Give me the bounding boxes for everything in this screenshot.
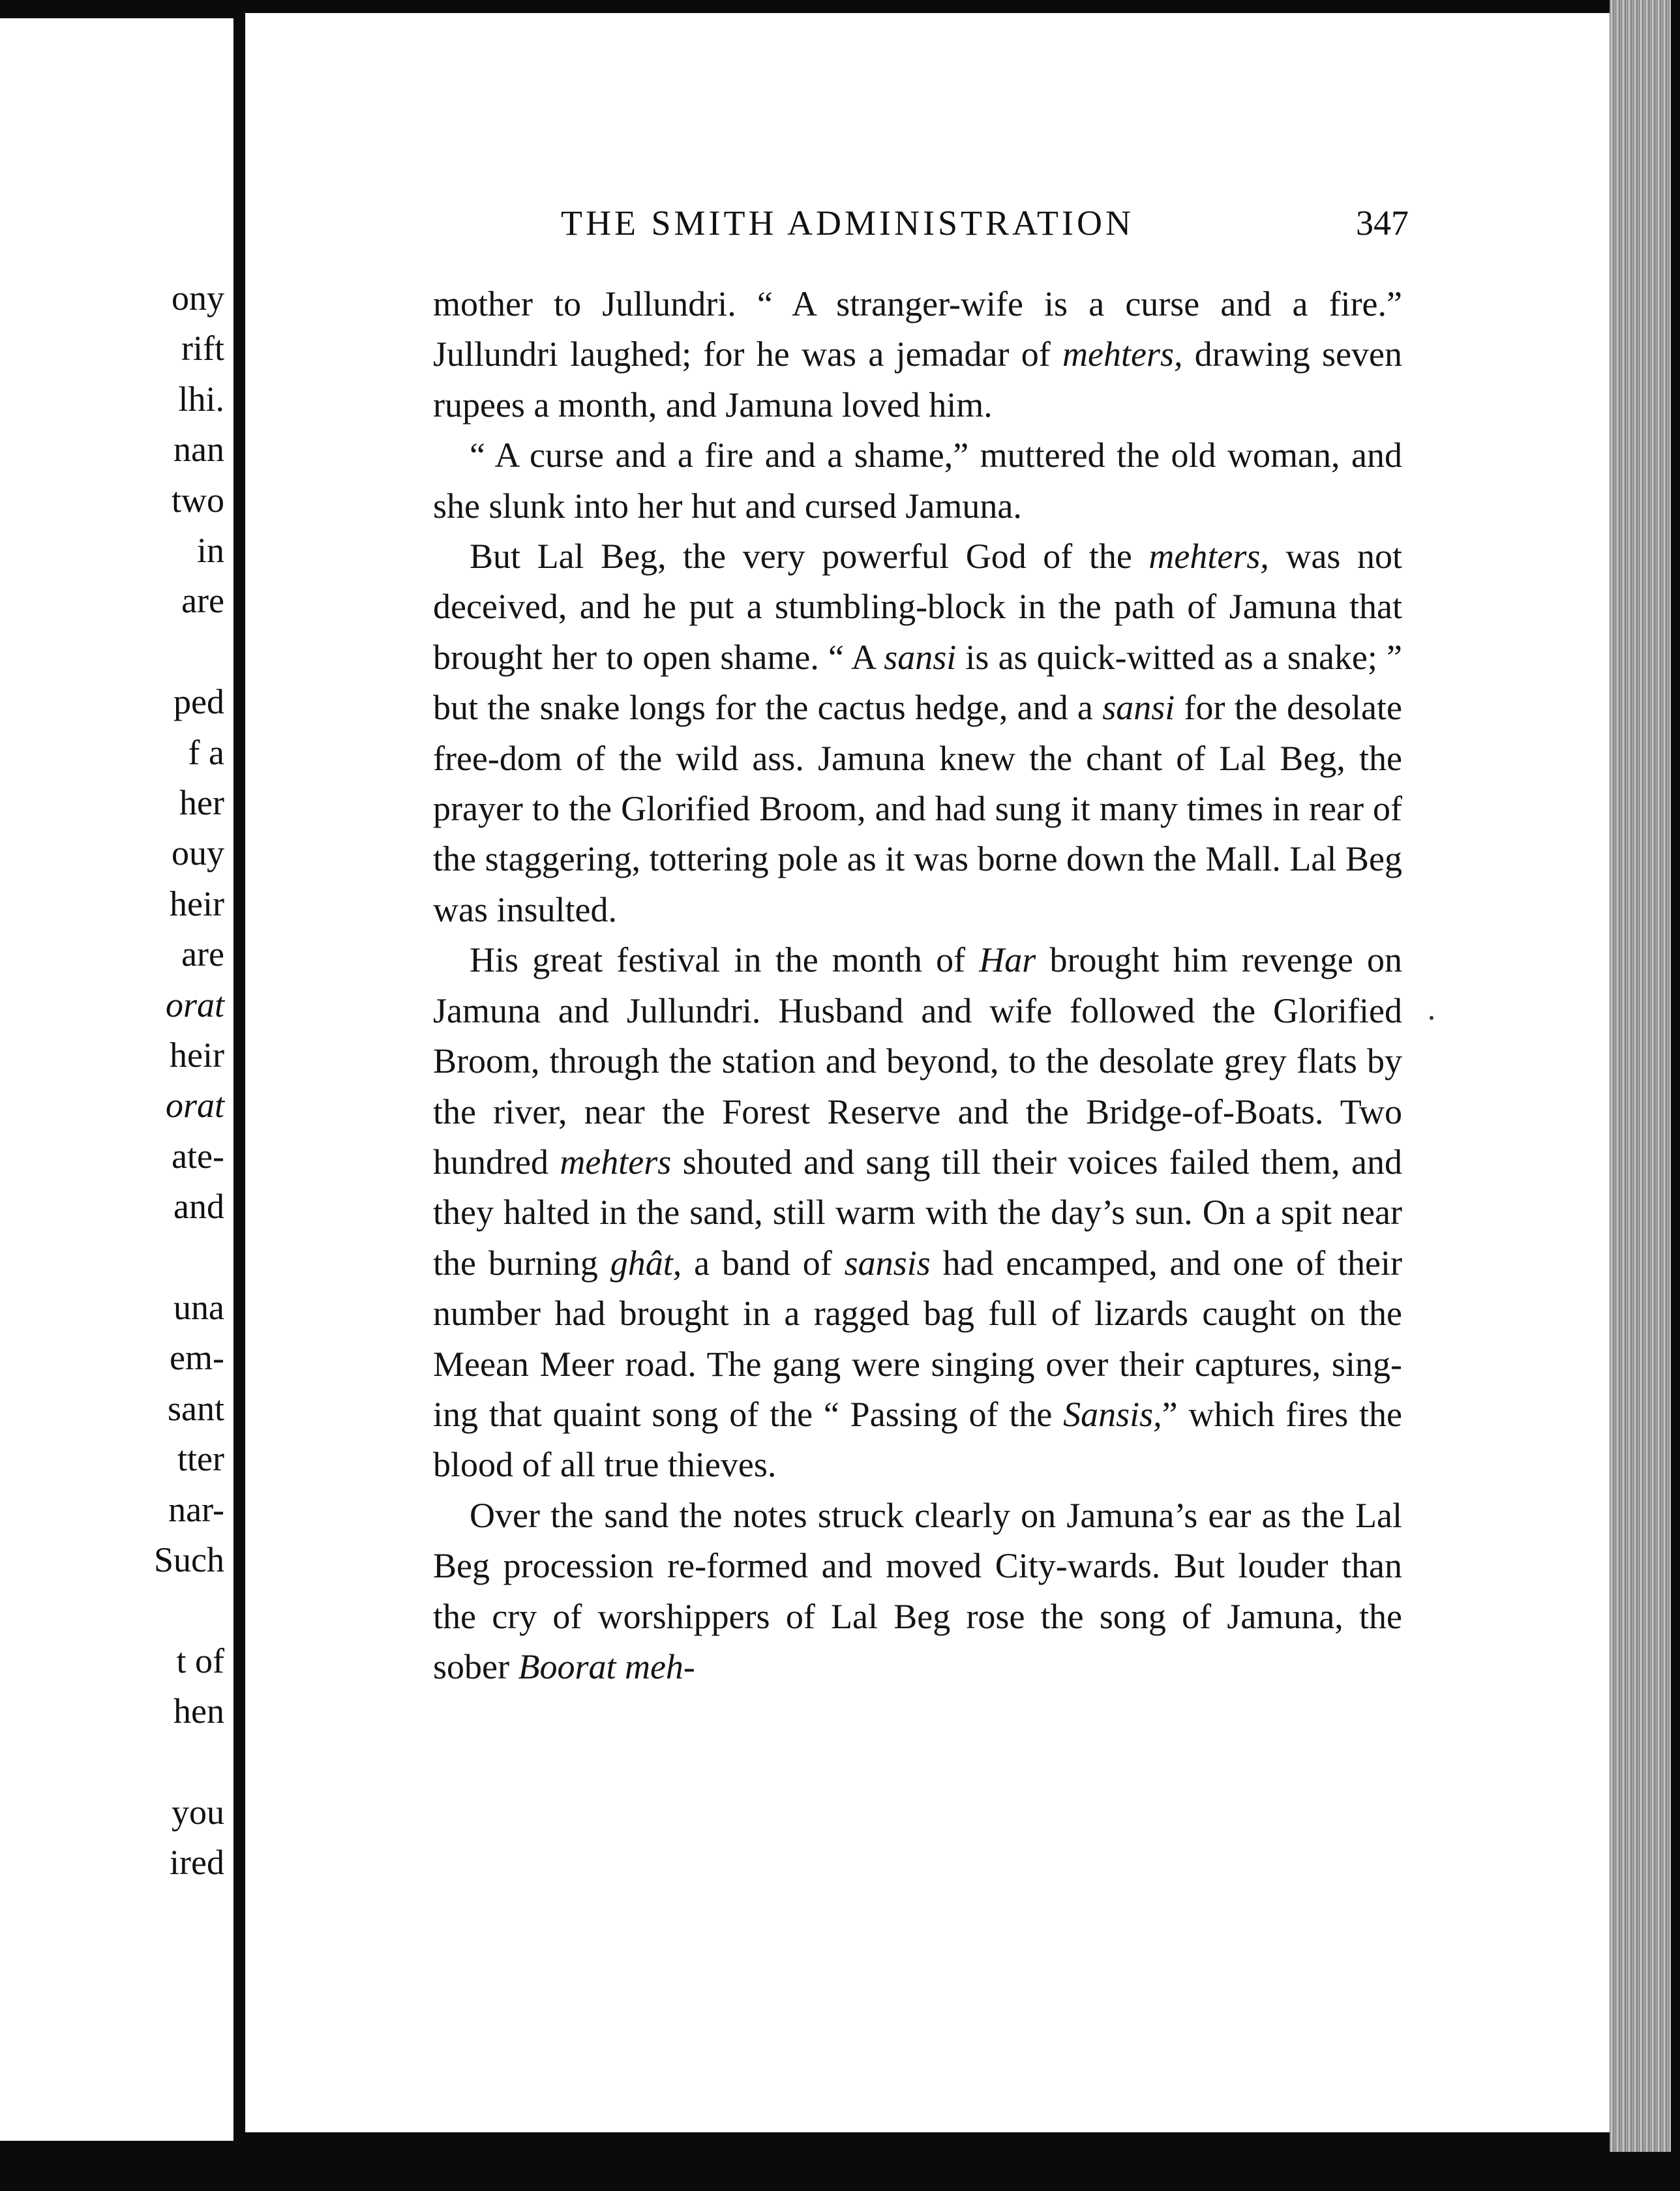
left-page bbox=[0, 18, 233, 2141]
text-run: a band of bbox=[682, 1243, 845, 1283]
left-page-fragment: are bbox=[181, 581, 224, 621]
text-run: His great festival in the month of bbox=[470, 940, 980, 980]
running-head bbox=[561, 203, 1409, 243]
italic-text: ghât, bbox=[610, 1243, 682, 1283]
left-page-fragment: nar- bbox=[168, 1489, 224, 1529]
running-title: THE SMITH ADMINISTRATION bbox=[561, 203, 1134, 243]
italic-text: Har bbox=[979, 940, 1036, 980]
left-page-fragment: ate- bbox=[172, 1136, 224, 1176]
left-page-fragment: and bbox=[173, 1187, 224, 1227]
book-gutter bbox=[233, 0, 245, 2191]
italic-text: sansi bbox=[1102, 688, 1175, 728]
left-page-fragment: orat bbox=[165, 985, 224, 1024]
left-page-fragment: Such bbox=[154, 1540, 224, 1579]
left-page-fragment: in bbox=[196, 531, 224, 570]
ink-speck bbox=[1430, 1016, 1433, 1020]
page-number: 347 bbox=[1356, 203, 1409, 243]
paragraph bbox=[433, 1491, 1402, 1693]
left-page-fragment: heir bbox=[170, 1036, 224, 1075]
left-page-fragment: t of bbox=[176, 1641, 224, 1680]
text-run: drawing seven rupees a month, and Jamuna loved him. bbox=[433, 335, 1403, 425]
left-page-fragment: hen bbox=[173, 1692, 224, 1731]
text-run: was not deceived, and he put a stumbling-block in the path of Jamuna that brought her to open shame. “ A bbox=[433, 537, 1402, 677]
text-run: mother to Jullundri. “ A stranger-wife is a curse and a fire.” Jullundri laughed; for he was a jemadar of bbox=[433, 284, 1402, 374]
left-page-fragment: tter bbox=[177, 1439, 224, 1479]
text-run: for the desolate free-dom of the wild ass. Jamuna knew the chant of Lal Beg, the prayer to the Glorified Broom, and had sung it many times in rear of the staggering, tottering pole as it was borne down the Mall. Lal Beg was insulted. bbox=[433, 688, 1402, 929]
left-page-fragment: her bbox=[179, 783, 224, 822]
italic-text: mehters, bbox=[1062, 335, 1183, 374]
text-run: “ A curse and a fire and a shame,” muttered the old woman, and she slunk into her hut and cursed Jamuna. bbox=[433, 436, 1402, 526]
italic-text: sansi bbox=[884, 637, 957, 677]
text-run: But Lal Beg, the very powerful God of the bbox=[470, 537, 1149, 576]
italic-text: Sansis, bbox=[1063, 1394, 1162, 1434]
left-page-fragment: rift bbox=[181, 329, 224, 368]
paragraph bbox=[433, 279, 1402, 430]
left-page-fragment: you bbox=[172, 1793, 224, 1832]
left-page-fragment: two bbox=[172, 480, 224, 520]
left-page-fragment: ired bbox=[170, 1843, 224, 1883]
italic-text: sansis bbox=[844, 1243, 931, 1283]
page-edges bbox=[1610, 0, 1671, 2152]
text-run: is as quick-witted as a snake; ” but the snake longs for the cactus hedge, and a bbox=[433, 637, 1402, 728]
left-page-fragment: orat bbox=[165, 1086, 224, 1125]
left-page-fragment: sant bbox=[168, 1388, 224, 1428]
left-page-fragment: nan bbox=[173, 430, 224, 470]
left-page-fragment: una bbox=[173, 1288, 224, 1327]
text-run: ” which fires the blood of all true thieves. bbox=[433, 1394, 1403, 1485]
text-run: Over the sand the notes struck clearly on Jamuna’s ear as the Lal Beg procession re-formed and moved City-wards. But louder than the cry of worshippers of Lal Beg rose the song of Jamuna, the sober bbox=[433, 1495, 1402, 1686]
text-run: shouted and sang till their voices failed them, and they halted in the sand, still warm with the day’s sun. On a spit near the burning bbox=[433, 1142, 1402, 1283]
left-page-fragment: ouy bbox=[172, 833, 224, 873]
paragraph bbox=[433, 430, 1402, 531]
text-run: had encamped, and one of their number had brought in a ragged bag full of lizards caught on the Meean Meer road. The gang were singing over their captures, sing-ing that quaint song of the “ Passing of the bbox=[433, 1243, 1403, 1434]
paragraph bbox=[433, 935, 1402, 1490]
italic-text: mehters, bbox=[1148, 537, 1269, 576]
left-page-fragment: are bbox=[181, 934, 224, 974]
left-page-fragment: f a bbox=[188, 732, 224, 772]
body-text bbox=[433, 279, 1402, 1692]
left-page-fragment: heir bbox=[170, 884, 224, 923]
italic-text: Boorat meh- bbox=[518, 1647, 695, 1686]
left-page-fragment: ped bbox=[173, 682, 224, 722]
italic-text: mehters bbox=[560, 1142, 672, 1182]
left-page-fragment: ony bbox=[172, 278, 224, 318]
left-page-fragment: em- bbox=[170, 1338, 224, 1378]
paragraph bbox=[433, 531, 1402, 935]
text-run: brought him revenge on Jamuna and Jullundri. Husband and wife followed the Glorified Broom, through the station and beyond, to the desolate grey flats by the river, near the Forest Reserve and the Bridge-of-Boats. Two hundred bbox=[433, 940, 1402, 1182]
left-page-fragment: lhi. bbox=[178, 379, 224, 419]
